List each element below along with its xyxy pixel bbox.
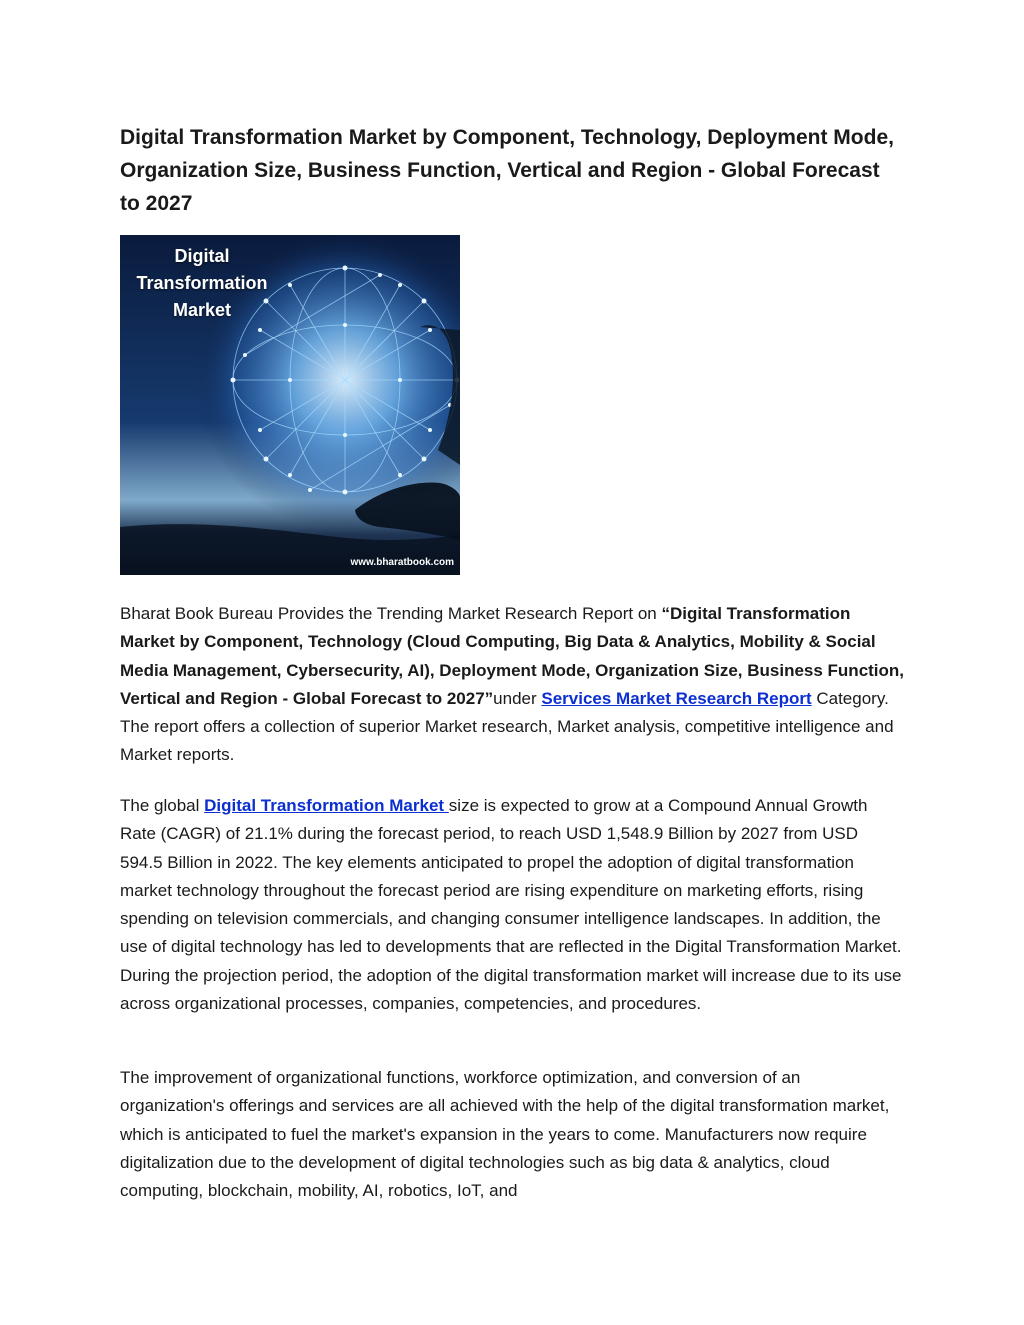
document-title: Digital Transformation Market by Component, Technology, Deployment Mode, Organization Size, Business Function, Vertical and Region - Global Forecast to 2027 xyxy=(120,126,894,215)
paragraph-market-size xyxy=(120,792,905,1018)
services-market-research-report-link[interactable]: Services Market Research Report xyxy=(541,688,812,708)
paragraph-improvement: The improvement of organizational functions, workforce optimization, and conversion of an organization's offerings and services are all achieved with the help of the digital transformation market, which is anticipated to fuel the market's expansion in the years to come. Manufacturers now require digitalization due to the development of digital technologies such as big data & analytics, cloud computing, blockchain, mobility, AI, robotics, IoT, and xyxy=(120,1068,890,1201)
paragraph-intro-text: Bharat Book Bureau Provides the Trending Market Research Report on xyxy=(120,604,662,623)
hero-url: www.bharatbook.com xyxy=(350,557,454,568)
paragraph-market-size-rest: size is expected to grow at a Compound Annual Growth Rate (CAGR) of 21.1% during the forecast period, to reach USD 1,548.9 Billion by 2027 from USD 594.5 Billion in 2022. The key elements anticipated to propel the adoption of digital transformation market technology throughout the forecast period are rising expenditure on marketing efforts, rising spending on television commercials, and changing consumer intelligence landscapes. In addition, the use of digital technology has led to developments that are reflected in the Digital Transformation Market. During the projection period, the adoption of the digital transformation market will increase due to its use across organizational processes, companies, competencies, and procedures. xyxy=(120,796,902,1014)
paragraph-intro xyxy=(120,600,905,770)
paragraph-intro-rest: Category. The report offers a collection of superior Market research, Market analysis, competitive intelligence and Market reports. xyxy=(120,688,894,765)
hero-title: Digital Transformation Market xyxy=(136,246,268,320)
report-title: “Digital Transformation Market by Component, Technology (Cloud Computing, Big Data & Analytics, Mobility & Social Media Management, Cybersecurity, AI), Deployment Mode, Organization Size, Business Function, Vertical and Region - Global Forecast to 2027” xyxy=(120,604,905,708)
paragraph-market-size-intro: The global xyxy=(120,796,205,815)
hero-image xyxy=(120,235,460,575)
digital-transformation-market-link[interactable]: Digital Transformation Market xyxy=(204,796,449,815)
paragraph-intro-under: under xyxy=(493,688,542,708)
